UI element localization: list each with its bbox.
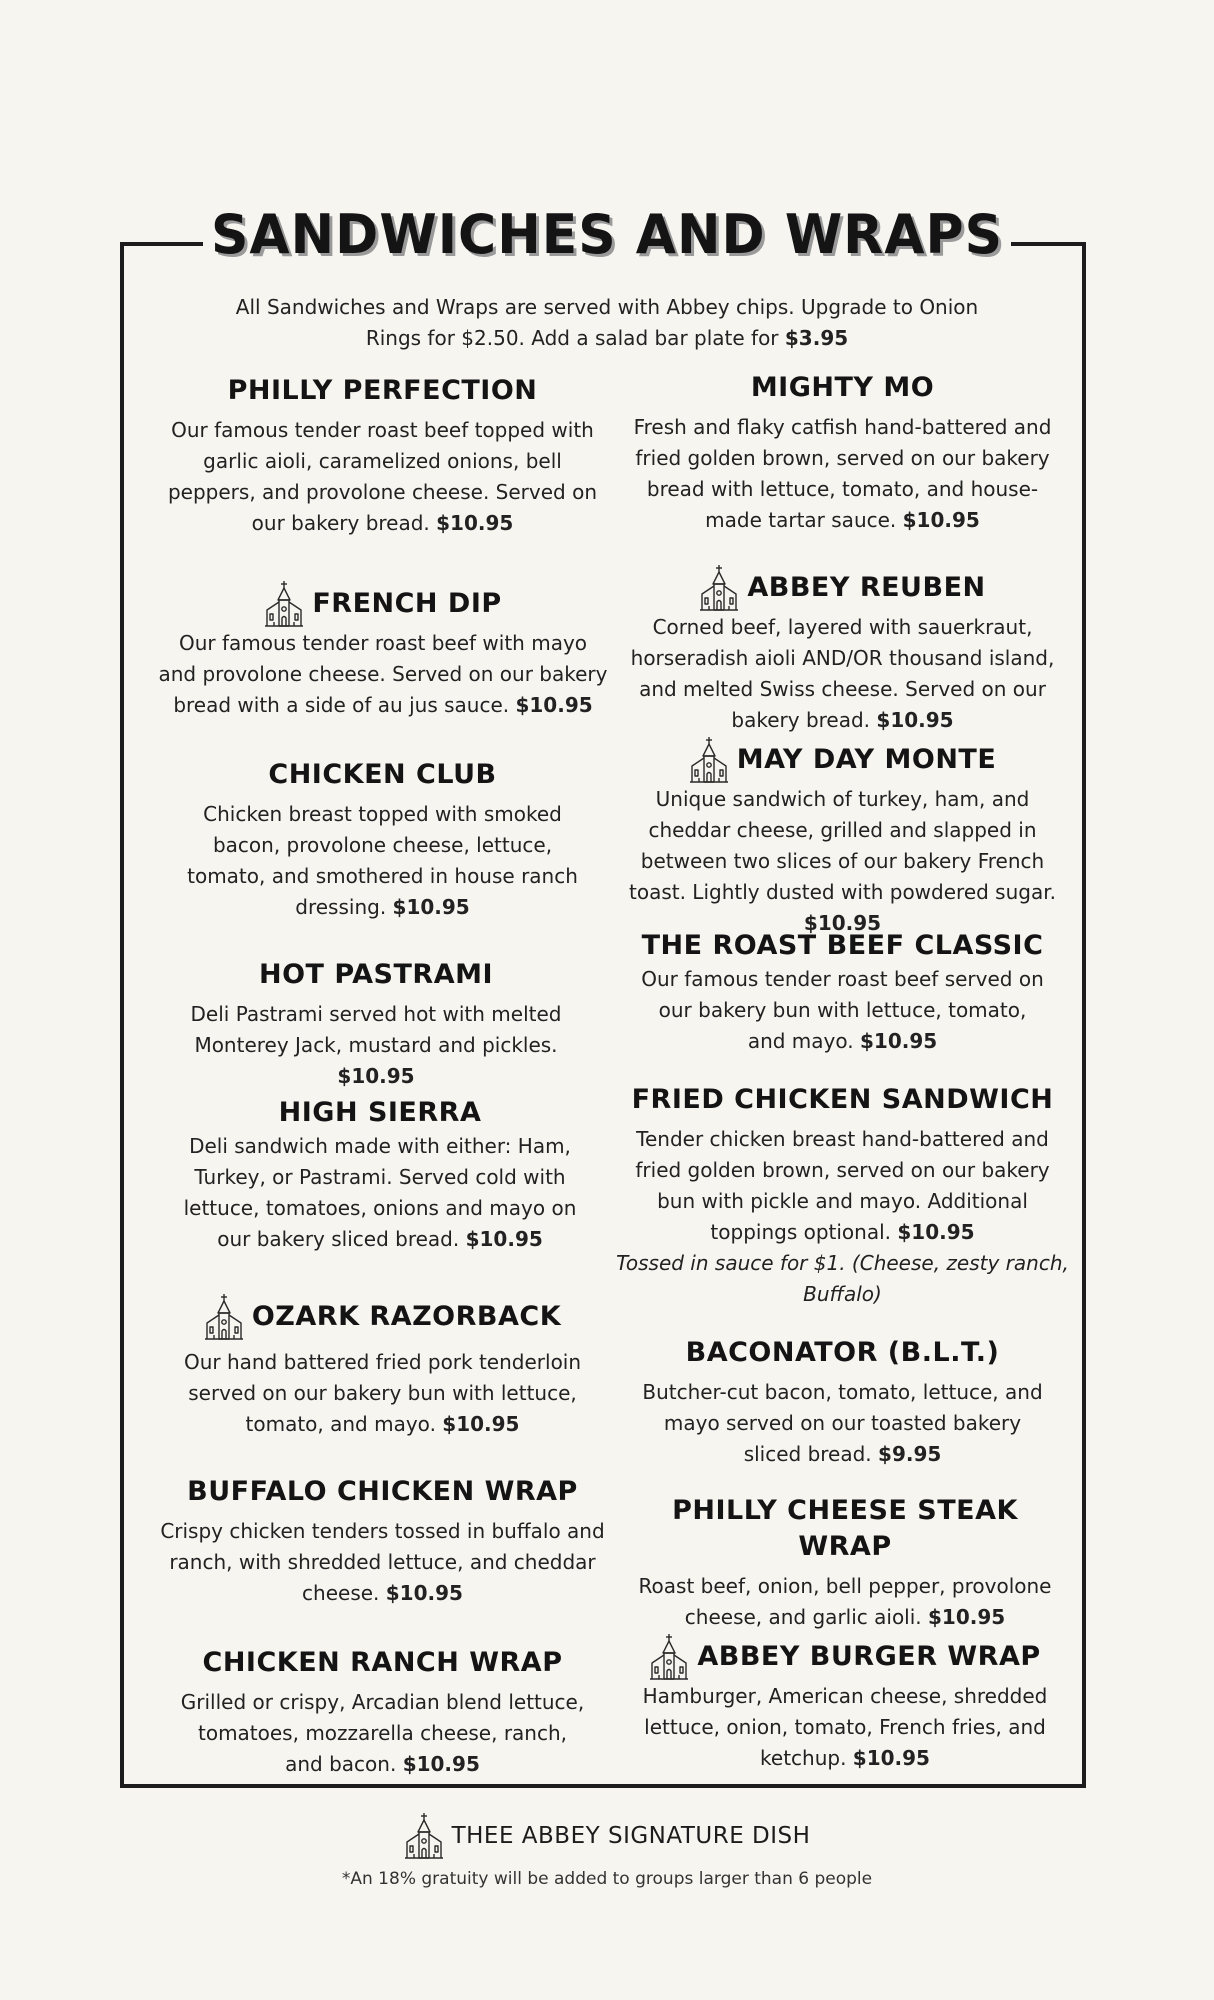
gratuity-note: *An 18% gratuity will be added to groups larger than 6 people bbox=[341, 1869, 873, 1889]
menu-item-chicken-ranch-wrap bbox=[180, 1645, 585, 1780]
church-icon bbox=[689, 736, 729, 784]
church-icon bbox=[649, 1633, 689, 1681]
title-text: SANDWICHES AND WRAPS bbox=[203, 204, 1011, 267]
item-desc: Our hand battered fried pork tenderloin served on our bakery bun with lettuce, tomato, and mayo. bbox=[183, 1350, 582, 1436]
item-desc: Our famous tender roast beef with mayo and provolone cheese. Served on our bakery bread with a side of au jus sauce. bbox=[158, 631, 608, 717]
item-name: ABBEY BURGER WRAP bbox=[697, 1641, 1041, 1672]
item-desc: Tender chicken breast hand-battered and fried golden brown, served on our bakery bun with pickle and mayo. Additional toppings optional. bbox=[635, 1127, 1050, 1244]
item-name: FRENCH DIP bbox=[312, 588, 502, 619]
item-price: $10.95 bbox=[852, 1746, 930, 1770]
menu-item-mighty-mo bbox=[620, 370, 1065, 536]
item-price: $10.95 bbox=[876, 708, 954, 732]
menu-item-baconator bbox=[640, 1335, 1045, 1470]
menu-item-philly-cheese-steak-wrap bbox=[630, 1493, 1060, 1633]
item-desc: Roast beef, onion, bell pepper, provolone cheese, and garlic aioli. bbox=[638, 1574, 1052, 1629]
church-icon bbox=[404, 1812, 444, 1860]
menu-item-roast-beef-classic bbox=[640, 928, 1045, 1057]
item-price: $10.95 bbox=[928, 1605, 1006, 1629]
church-icon bbox=[264, 580, 304, 628]
item-name: CHICKEN RANCH WRAP bbox=[202, 1647, 563, 1678]
item-price: $10.95 bbox=[902, 508, 980, 532]
item-price: $10.95 bbox=[515, 693, 593, 717]
item-price: $10.95 bbox=[436, 511, 514, 535]
item-name: HIGH SIERRA bbox=[278, 1097, 482, 1128]
item-desc: Deli sandwich made with either: Ham, Turkey, or Pastrami. Served cold with lettuce, tomatoes, onions and mayo on our bakery sliced bread. bbox=[183, 1134, 577, 1251]
item-price: $10.95 bbox=[392, 895, 470, 919]
item-desc: Unique sandwich of turkey, ham, and cheddar cheese, grilled and slapped in between two slices of our bakery French toast. Lightly dusted with powdered sugar. bbox=[629, 787, 1056, 904]
menu-item-abbey-burger-wrap bbox=[640, 1633, 1050, 1774]
menu-item-philly-perfection bbox=[160, 373, 605, 539]
page-title bbox=[0, 205, 1214, 265]
item-price: $10.95 bbox=[897, 1220, 975, 1244]
item-name: MAY DAY MONTE bbox=[736, 744, 997, 775]
item-desc: Grilled or crispy, Arcadian blend lettuce, tomatoes, mozzarella cheese, ranch, and bacon. bbox=[180, 1690, 585, 1776]
item-name: BUFFALO CHICKEN WRAP bbox=[187, 1476, 578, 1507]
intro-line-2: Rings for $2.50. Add a salad bar plate for $3.95 bbox=[365, 326, 849, 350]
church-icon bbox=[699, 564, 739, 612]
item-desc: Our famous tender roast beef served on our bakery bun with lettuce, tomato, and mayo. bbox=[641, 967, 1044, 1053]
item-name: THE ROAST BEEF CLASSIC bbox=[641, 930, 1044, 961]
item-desc: Chicken breast topped with smoked bacon, provolone cheese, lettuce, tomato, and smothered in house ranch dressing. bbox=[187, 802, 578, 919]
item-price: $10.95 bbox=[402, 1752, 480, 1776]
intro-text bbox=[230, 292, 984, 354]
item-desc: Deli Pastrami served hot with melted Monterey Jack, mustard and pickles. bbox=[190, 1002, 562, 1057]
church-icon bbox=[204, 1293, 244, 1341]
menu-item-high-sierra bbox=[170, 1095, 590, 1255]
item-name: FRIED CHICKEN SANDWICH bbox=[631, 1084, 1054, 1115]
item-note: Tossed in sauce for $1. (Cheese, zesty ranch, Buffalo) bbox=[616, 1251, 1069, 1306]
menu-item-chicken-club bbox=[175, 757, 590, 923]
menu-item-may-day-monte bbox=[620, 736, 1065, 939]
item-desc: Crispy chicken tenders tossed in buffalo and ranch, with shredded lettuce, and cheddar cheese. bbox=[160, 1519, 605, 1605]
salad-price: $3.95 bbox=[784, 326, 849, 350]
item-price: $10.95 bbox=[442, 1412, 520, 1436]
item-price: $10.95 bbox=[859, 1029, 938, 1053]
item-desc: Our famous tender roast beef topped with garlic aioli, caramelized onions, bell peppers, and provolone cheese. Served on our bakery bread. bbox=[167, 418, 597, 535]
item-desc: Corned beef, layered with sauerkraut, horseradish aioli AND/OR thousand island, and melted Swiss cheese. Served on our bakery bread. bbox=[630, 615, 1055, 732]
item-name: CHICKEN CLUB bbox=[268, 759, 497, 790]
item-price: $10.95 bbox=[337, 1064, 415, 1088]
item-name: HOT PASTRAMI bbox=[258, 959, 494, 990]
item-price: $10.95 bbox=[803, 911, 882, 935]
item-name: BACONATOR (B.L.T.) bbox=[685, 1337, 1000, 1368]
item-price: $9.95 bbox=[878, 1442, 942, 1466]
menu-item-ozark-razorback bbox=[180, 1293, 585, 1440]
signature-label: THEE ABBEY SIGNATURE DISH bbox=[451, 1823, 811, 1849]
item-name: ABBEY REUBEN bbox=[747, 572, 986, 603]
menu-item-buffalo-chicken-wrap bbox=[160, 1474, 605, 1609]
menu-item-abbey-reuben bbox=[630, 564, 1055, 736]
item-name: MIGHTY MO bbox=[750, 372, 935, 403]
intro-line-1: All Sandwiches and Wraps are served with Abbey chips. Upgrade to Onion bbox=[235, 295, 979, 319]
menu-item-fried-chicken-sandwich bbox=[615, 1082, 1070, 1310]
item-desc: Fresh and flaky catfish hand-battered and fried golden brown, served on our bakery bread with lettuce, tomato, and house-made tartar sauce. bbox=[633, 415, 1052, 532]
item-name: PHILLY CHEESE STEAK WRAP bbox=[672, 1495, 1018, 1562]
item-desc: Butcher-cut bacon, tomato, lettuce, and mayo served on our toasted bakery sliced bread. bbox=[642, 1380, 1043, 1466]
menu-item-hot-pastrami bbox=[166, 957, 586, 1092]
menu-item-french-dip bbox=[158, 580, 608, 721]
item-price: $10.95 bbox=[465, 1227, 543, 1251]
signature-legend bbox=[0, 1812, 1214, 1860]
item-name: OZARK RAZORBACK bbox=[251, 1301, 562, 1332]
item-name: PHILLY PERFECTION bbox=[227, 375, 538, 406]
item-price: $10.95 bbox=[385, 1581, 463, 1605]
item-desc: Hamburger, American cheese, shredded lettuce, onion, tomato, French fries, and ketchup. bbox=[642, 1684, 1048, 1770]
